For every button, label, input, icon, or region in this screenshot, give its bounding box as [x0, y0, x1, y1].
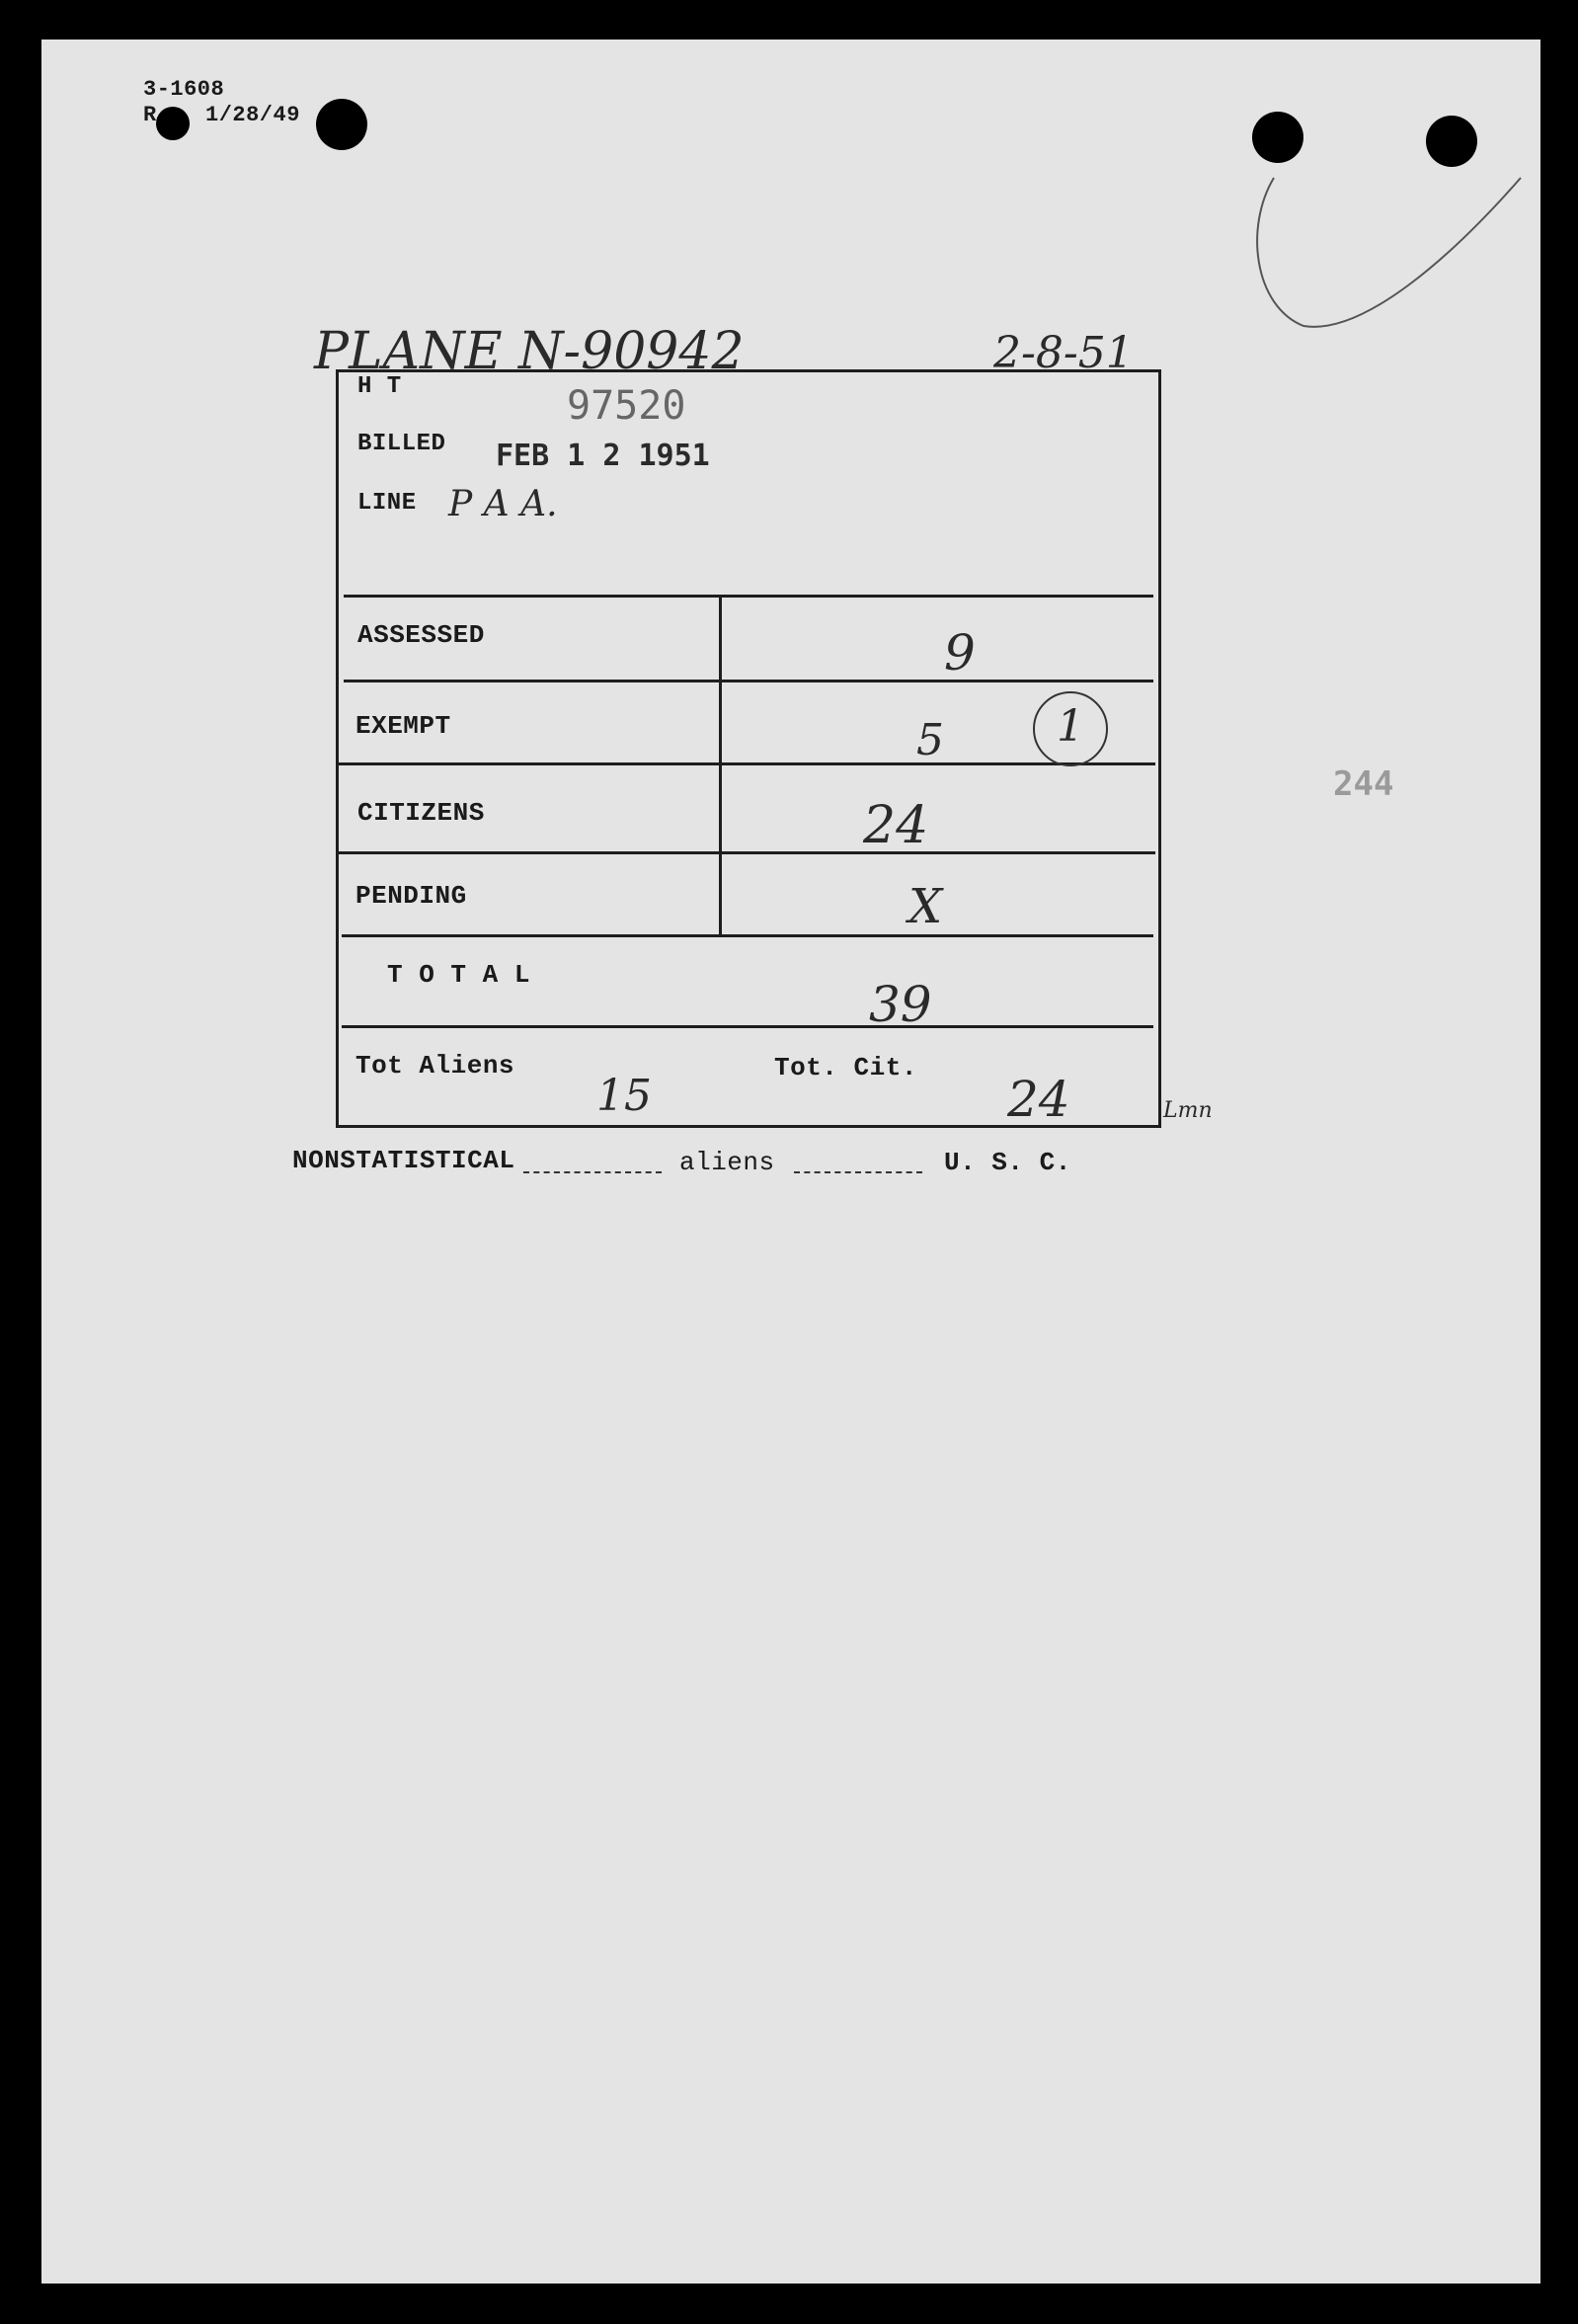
punch-hole-right-1	[1252, 112, 1303, 163]
divider-total	[342, 1025, 1153, 1028]
line-value-handwritten: P A A.	[448, 484, 558, 524]
label-aliens: aliens	[679, 1148, 775, 1177]
label-exempt: EXEMPT	[355, 711, 451, 741]
initials-handwritten: Lmn	[1163, 1098, 1213, 1123]
label-pending: PENDING	[355, 881, 467, 911]
label-total: T O T A L	[387, 960, 530, 990]
check-mark-scribble	[1234, 168, 1531, 346]
form-number: 3-1608	[143, 77, 225, 102]
divider-pending	[342, 934, 1153, 937]
nonstatistical-aliens-blank	[523, 1171, 662, 1173]
value-pending: X	[908, 879, 943, 934]
label-nonstatistical: NONSTATISTICAL	[292, 1146, 515, 1175]
divider-header	[344, 595, 1153, 598]
label-ht: H T	[357, 373, 402, 400]
punch-hole-small	[156, 107, 190, 140]
date-handwritten: 2-8-51	[993, 328, 1134, 378]
label-tot-cit: Tot. Cit.	[774, 1053, 917, 1082]
form-date: 1/28/49	[205, 103, 300, 127]
ticket-number-stamp: 97520	[567, 383, 686, 429]
divider-assessed	[344, 680, 1153, 682]
divider-exempt	[336, 762, 1155, 765]
value-exempt: 5	[916, 715, 944, 765]
value-tot-aliens: 15	[596, 1071, 652, 1121]
side-stamp-number: 244	[1333, 764, 1394, 804]
value-tot-cit: 24	[1007, 1071, 1070, 1128]
label-citizens: CITIZENS	[357, 798, 485, 828]
plane-number-handwritten: PLANE N-90942	[314, 322, 745, 381]
value-exempt-circled: 1	[1057, 701, 1084, 752]
billed-date-stamp: FEB 1 2 1951	[496, 439, 710, 473]
divider-citizens	[336, 851, 1155, 854]
value-citizens: 24	[863, 796, 929, 855]
value-total: 39	[869, 976, 932, 1033]
column-divider	[719, 595, 722, 934]
form-prefix: R	[143, 103, 157, 127]
label-usc: U. S. C.	[944, 1148, 1071, 1177]
label-billed: BILLED	[357, 431, 446, 457]
punch-hole-left	[316, 99, 367, 150]
label-assessed: ASSESSED	[357, 620, 485, 650]
value-assessed: 9	[944, 624, 976, 681]
label-line: LINE	[357, 490, 417, 517]
nonstatistical-usc-blank	[794, 1171, 922, 1173]
punch-hole-right-2	[1426, 116, 1477, 167]
label-tot-aliens: Tot Aliens	[355, 1051, 515, 1081]
